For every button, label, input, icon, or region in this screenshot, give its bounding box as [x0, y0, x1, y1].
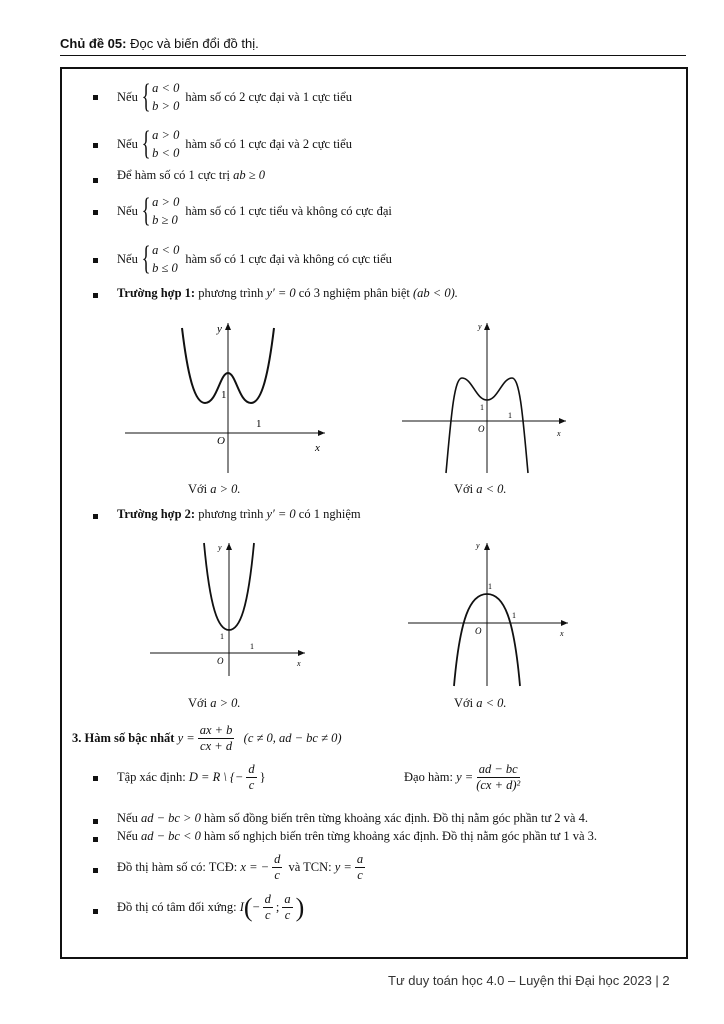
svg-text:1: 1: [256, 418, 262, 430]
case-row-5: Nếu { a < 0 b ≤ 0 hàm số có 1 cực đại và không có cực tiểu: [117, 240, 392, 277]
page-footer: Tư duy toán học 4.0 – Luyện thi Đại học 2023 | 2: [388, 973, 670, 988]
bullet: [93, 210, 98, 215]
bullet: [93, 837, 98, 842]
graph-m-shape: [400, 318, 570, 478]
svg-text:y: y: [476, 541, 480, 550]
bullet: [93, 143, 98, 148]
fraction: $\frac{a}{c}$: [284, 892, 291, 922]
decreasing-row: Nếu ad − bc < 0 hàm số nghịch biến trên từng khoảng xác định. Đồ thị nằm góc phần tư 1 và 3.: [117, 829, 597, 843]
caption-a-pos-2: Với a > 0.: [188, 696, 241, 710]
fraction: $\frac{d}{c}$: [274, 852, 281, 882]
increasing-row: Nếu ad − bc > 0 hàm số đồng biến trên từng khoảng xác định. Đồ thị nằm góc phần tư 2 và 4.: [117, 811, 588, 825]
condition-brace: { a > 0 b ≥ 0: [141, 192, 180, 229]
bullet: [93, 909, 98, 914]
svg-text:x: x: [560, 629, 564, 638]
graph-u-shape: [150, 538, 310, 678]
center-row: Đồ thị có tâm đối xứng: I ( − $\frac{d}{c}$ ; $\frac{a}{c}$ ): [117, 892, 305, 922]
svg-text:y: y: [217, 323, 222, 335]
svg-text:1: 1: [512, 611, 516, 620]
svg-text:x: x: [315, 442, 320, 454]
fraction: $\frac{a}{c}$: [356, 852, 364, 882]
bullet: [93, 776, 98, 781]
svg-text:1: 1: [508, 411, 512, 420]
header-rule: [60, 55, 686, 56]
caption-a-pos: Với a > 0.: [188, 482, 241, 496]
condition-brace: { a > 0 b < 0: [141, 125, 180, 162]
case1-row: Trường hợp 1: phương trình y′ = 0 có 3 nghiệm phân biệt (ab < 0).: [117, 286, 458, 300]
page-header: [60, 36, 259, 51]
case2-row: Trường hợp 2: phương trình y′ = 0 có 1 nghiệm: [117, 507, 361, 521]
bullet: [93, 258, 98, 263]
domain-row: Tập xác định: D = R \ {− $\frac{d}{c}$ }: [117, 762, 266, 792]
caption-a-neg: Với a < 0.: [454, 482, 507, 496]
svg-text:1: 1: [220, 632, 224, 641]
caption-a-neg-2: Với a < 0.: [454, 696, 507, 710]
svg-text:y: y: [478, 322, 482, 331]
bullet: [93, 819, 98, 824]
bullet: [93, 178, 98, 183]
svg-text:1: 1: [221, 389, 227, 401]
fraction: $\frac{d}{c}$: [264, 892, 271, 922]
header-prefix: Chủ đề 05:: [60, 36, 127, 51]
fraction: $\frac{ad - bc}{\text{(cx + d)²}}$: [476, 762, 521, 792]
svg-text:1: 1: [250, 642, 254, 651]
condition-brace: { a < 0 b > 0: [141, 78, 180, 115]
bullet: [93, 293, 98, 298]
svg-text:O: O: [217, 435, 225, 447]
case-row-2: Nếu { a > 0 b < 0 hàm số có 1 cực đại và 2 cực tiểu: [117, 125, 352, 162]
fraction: $\frac{d}{c}$: [248, 762, 255, 792]
svg-text:x: x: [557, 429, 561, 438]
svg-text:1: 1: [480, 403, 484, 412]
case-row-1: Nếu { a < 0 b > 0 hàm số có 2 cực đại và 1 cực tiểu: [117, 78, 352, 115]
svg-text:1: 1: [488, 582, 492, 591]
case-row-4: Nếu { a > 0 b ≥ 0 hàm số có 1 cực tiểu và không có cực đại: [117, 192, 392, 229]
graph-w-shape: [125, 318, 335, 473]
svg-text:O: O: [217, 656, 224, 666]
asymptote-row: Đồ thị hàm số có: TCĐ: x = − $\frac{d}{c}$ và TCN: y = $\frac{a}{c}$: [117, 852, 364, 882]
svg-text:O: O: [475, 626, 482, 636]
case-row-3: Để hàm số có 1 cực trị ab ≥ 0: [117, 168, 265, 182]
svg-text:O: O: [478, 424, 485, 434]
svg-text:y: y: [218, 543, 222, 552]
section3-title: 3. Hàm số bậc nhất y = $\frac{ax + b}{cx + d}$ (c ≠ 0, ad − bc ≠ 0): [72, 723, 342, 753]
bullet: [93, 514, 98, 519]
svg-text:x: x: [297, 659, 301, 668]
graph-inverted-u: [408, 538, 573, 688]
fraction: $\frac{ax + b}{cx + d}$: [199, 723, 233, 753]
bullet: [93, 95, 98, 100]
condition-brace: { a < 0 b ≤ 0: [141, 240, 180, 277]
derivative-row: Đạo hàm: y = $\frac{ad - bc}{\text{(cx + d)²}}$: [404, 762, 521, 792]
header-title: Đọc và biến đổi đồ thị.: [130, 36, 259, 51]
bullet: [93, 868, 98, 873]
